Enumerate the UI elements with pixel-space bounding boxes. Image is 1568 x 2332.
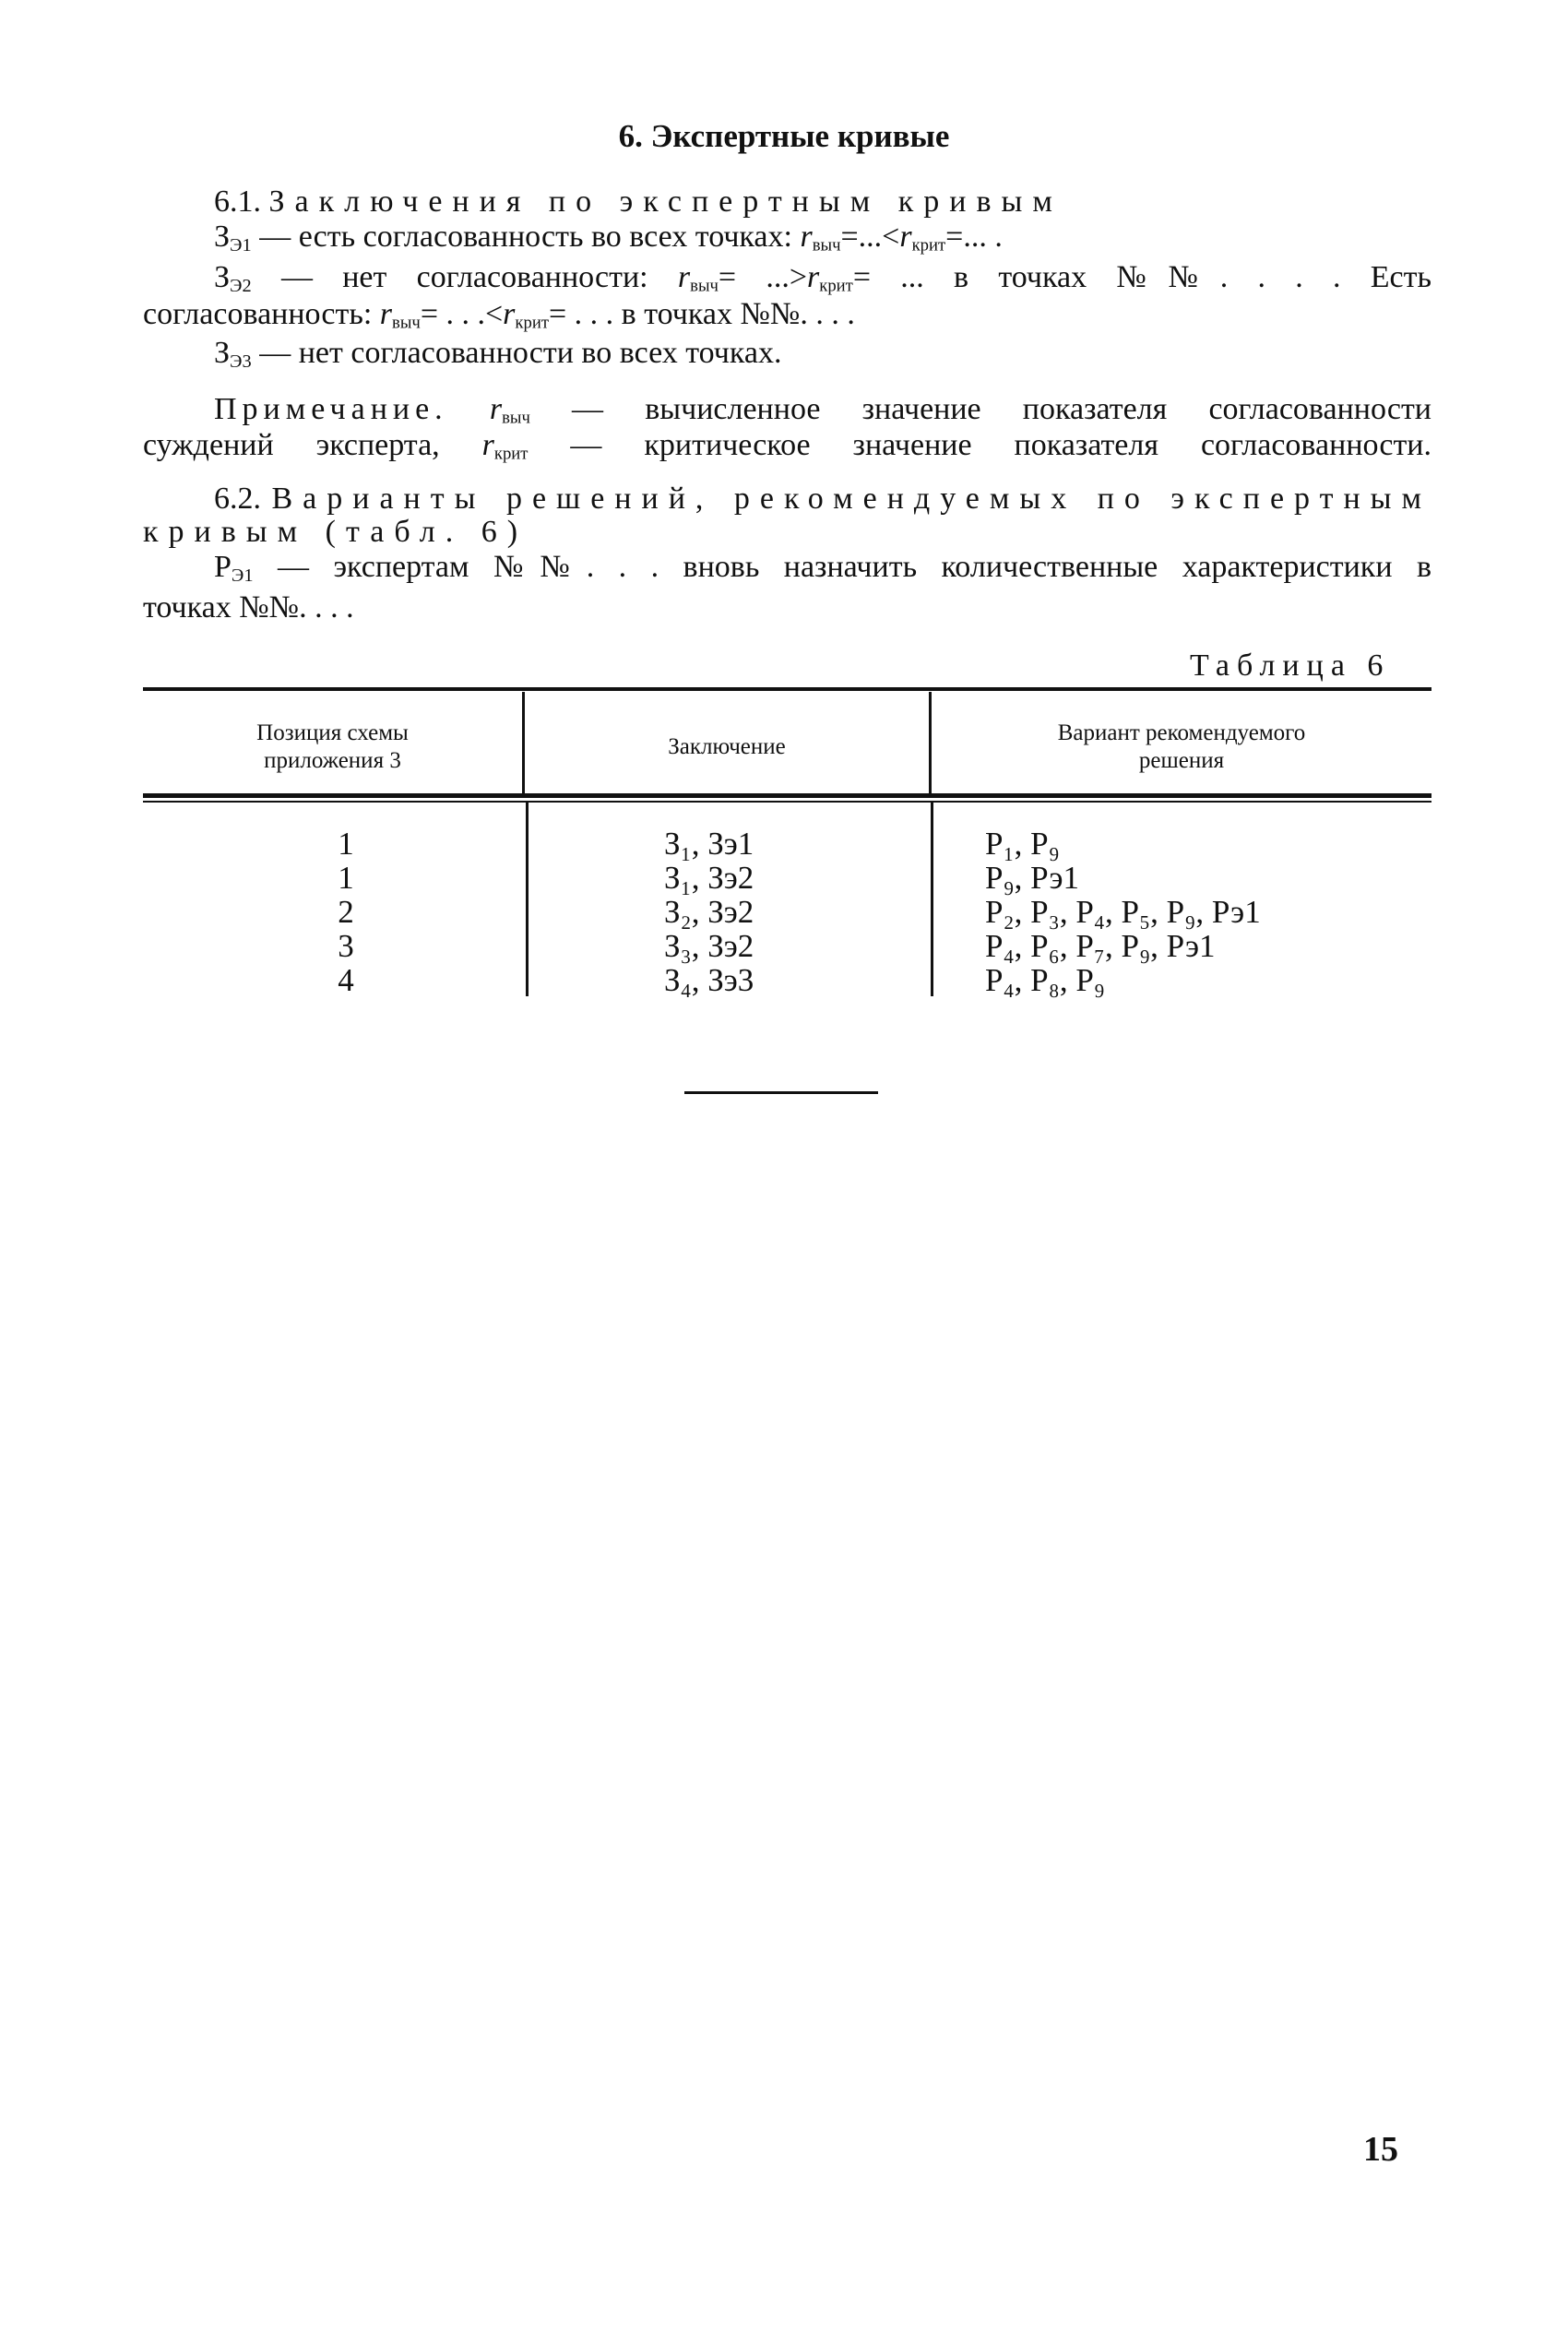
table-cell: З₁, Зэ2: [664, 860, 754, 896]
conclusion-symbol: З: [214, 220, 231, 254]
subsection-title: Заключения по экспертным кривым: [268, 184, 1063, 219]
header-text: приложения 3: [264, 748, 401, 773]
page-number: 15: [1363, 2130, 1398, 2169]
table-cell: 1: [338, 826, 354, 862]
table-cell: Р₄, Р₈, Р₉: [985, 962, 1106, 998]
subsection-6-1-title: [214, 184, 1063, 220]
header-text: Вариант рекомендуемого: [1057, 720, 1306, 745]
decision-text: — экспертам №№. . . вновь назначить количественные характеристики в: [253, 550, 1431, 584]
r-symbol: r: [677, 260, 691, 294]
table-cell: 4: [338, 962, 354, 998]
r-subscript: крит: [911, 235, 946, 256]
r-subscript: выч: [812, 235, 841, 256]
inequality-end: = . . . в точках №№. . . .: [549, 297, 855, 331]
inequality-text: = . . .<: [420, 297, 504, 331]
table-header-decision: [932, 720, 1431, 775]
table-top-rule: [143, 687, 1431, 691]
table-cell: 2: [338, 894, 354, 930]
conclusion-z3: [214, 336, 781, 371]
table-caption: Таблица 6: [1190, 648, 1391, 683]
header-text: Позиция схемы: [256, 720, 409, 745]
r-subscript: крит: [493, 444, 529, 464]
table-cell: Р₄, Р₆, Р₇, Р₉, Рэ1: [985, 928, 1216, 964]
conclusion-z1: [214, 220, 1003, 255]
table-cell: 3: [338, 928, 354, 964]
decision-subscript: Э1: [231, 565, 254, 587]
decision-r1: [214, 550, 1431, 585]
r-symbol: r: [899, 220, 912, 254]
r-symbol: r: [503, 297, 516, 331]
conclusion-symbol: З: [214, 260, 231, 294]
table-header-rule-thin: [143, 801, 1431, 803]
r-symbol: r: [379, 297, 393, 331]
subsection-title: Варианты решений, рекомендуемых по экспертным: [271, 482, 1432, 516]
inequality-text: =...<: [840, 220, 900, 254]
conclusion-subscript: Э3: [230, 351, 252, 373]
subsection-6-2-title: [214, 482, 1431, 517]
r-subscript: выч: [690, 276, 719, 296]
table-column-position: [143, 827, 549, 997]
subsection-number: 6.1.: [214, 184, 261, 219]
note-text: суждений эксперта,: [143, 428, 482, 462]
table-cell: Р₉, Рэ1: [985, 860, 1080, 896]
decision-r1-cont: точках №№. . . .: [143, 590, 354, 625]
conclusion-z2-continued: [143, 297, 855, 332]
r-subscript: выч: [502, 408, 530, 428]
table-cell: Р₁, Р₉: [985, 826, 1060, 862]
note-label: Примечание.: [214, 392, 448, 426]
note-text: — вычисленное значение показателя согласованности: [529, 392, 1431, 426]
table-cell: 1: [338, 860, 354, 896]
table-header-conclusion: Заключение: [668, 734, 786, 759]
inequality-end: =... .: [945, 220, 1003, 254]
table-cell: З₃, Зэ2: [664, 928, 754, 964]
subsection-number: 6.2.: [214, 482, 261, 516]
table-column-conclusion: [664, 827, 922, 997]
r-subscript: крит: [515, 313, 549, 333]
table-divider: [931, 803, 933, 996]
conclusion-text: — есть согласованность во всех точках:: [251, 220, 801, 254]
section-heading: 6. Экспертные кривые: [618, 118, 950, 154]
decision-symbol: Р: [214, 550, 232, 584]
r-symbol: r: [481, 428, 494, 462]
note-line-2: [143, 428, 1431, 463]
table-cell: Р₂, Р₃, Р₄, Р₅, Р₉, Рэ1: [985, 894, 1261, 930]
conclusion-z2: [214, 260, 1431, 295]
table-cell: З₁, Зэ1: [664, 826, 754, 862]
note-line-1: [214, 392, 1431, 427]
r-subscript: выч: [392, 313, 421, 333]
conclusion-subscript: Э2: [230, 276, 252, 297]
table-cell: З₂, Зэ2: [664, 894, 754, 930]
table-header-rule: [143, 793, 1431, 798]
end-rule: [684, 1091, 878, 1094]
inequality-end: = ... в точках №№. . . . Есть: [852, 260, 1431, 294]
r-symbol: r: [807, 260, 820, 294]
table-column-decision: [985, 827, 1428, 997]
r-symbol: r: [800, 220, 813, 254]
conclusion-symbol: З: [214, 336, 231, 370]
conclusion-text: — нет согласованности во всех точках.: [251, 336, 782, 370]
r-subscript: крит: [819, 276, 853, 296]
conclusion-text: согласованность:: [143, 297, 380, 331]
header-text: решения: [1138, 748, 1225, 773]
conclusion-subscript: Э1: [230, 235, 252, 256]
inequality-text: = ...>: [718, 260, 808, 294]
r-symbol: r: [489, 392, 503, 426]
subsection-6-2-title-cont: кривым (табл. 6): [143, 515, 529, 549]
table-cell: З₄, Зэ3: [664, 962, 754, 998]
note-text: — критическое значение показателя согласованности.: [528, 428, 1431, 462]
table-header-position: [143, 720, 522, 775]
conclusion-text: — нет согласованности:: [251, 260, 678, 294]
